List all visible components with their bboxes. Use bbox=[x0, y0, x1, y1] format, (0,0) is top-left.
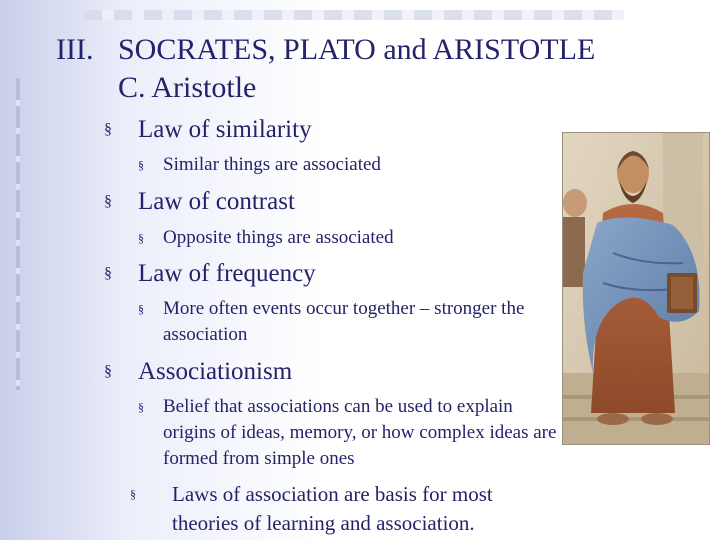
sub-bullet bbox=[138, 225, 438, 251]
sub-bullet-text: Opposite things are associated bbox=[163, 227, 394, 248]
sub-bullet-text: More often events occur together – stronger the association bbox=[163, 298, 525, 345]
bullet-label: Associationism bbox=[138, 358, 293, 385]
title-number: III. bbox=[56, 33, 94, 66]
bullet-label: Law of similarity bbox=[138, 116, 312, 143]
slide-subtitle: C. Aristotle bbox=[118, 71, 257, 104]
sub-bullet-marker: § bbox=[138, 158, 144, 172]
bullet-law-of-contrast bbox=[104, 187, 295, 217]
bullet-marker: § bbox=[104, 121, 112, 138]
sub-bullet bbox=[138, 394, 558, 472]
title-text: SOCRATES, PLATO and ARISTOTLE bbox=[118, 33, 596, 66]
sub-bullet-marker: § bbox=[138, 231, 144, 245]
sub-bullet-text: Belief that associations can be used to explain origins of ideas, memory, or how complex ideas are formed from simple ones bbox=[163, 396, 557, 469]
decorative-top-rule bbox=[84, 10, 624, 20]
bullet-law-of-similarity bbox=[104, 115, 312, 145]
sub-sub-bullet-text: Laws of association are basis for most theories of learning and association. bbox=[172, 482, 493, 535]
sub-bullet bbox=[138, 152, 438, 178]
bullet-label: Law of contrast bbox=[138, 188, 295, 215]
bullet-law-of-frequency bbox=[104, 259, 316, 289]
bullet-marker: § bbox=[104, 193, 112, 210]
slide-title bbox=[56, 32, 595, 68]
sub-bullet bbox=[138, 296, 558, 348]
sub-bullet-marker: § bbox=[138, 400, 144, 414]
bullet-marker: § bbox=[104, 363, 112, 380]
aristotle-painting-image bbox=[562, 132, 710, 445]
decorative-left-rule bbox=[16, 78, 20, 390]
bullet-associationism bbox=[104, 357, 292, 387]
aristotle-painting-icon bbox=[563, 133, 709, 444]
bullet-marker: § bbox=[104, 265, 112, 282]
bullet-label: Law of frequency bbox=[138, 260, 316, 287]
sub-bullet-text: Similar things are associated bbox=[163, 154, 381, 175]
sub-sub-bullet-marker: § bbox=[130, 487, 136, 501]
sub-bullet-marker: § bbox=[138, 302, 144, 316]
sub-sub-bullet bbox=[130, 480, 550, 538]
